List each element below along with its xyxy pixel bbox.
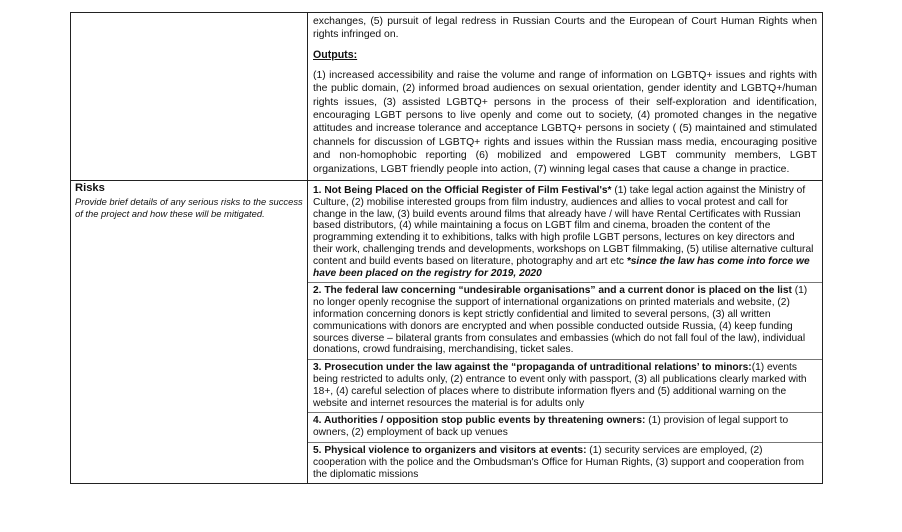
risks-content-cell xyxy=(308,181,823,484)
outputs-heading: Outputs: xyxy=(313,48,358,61)
risks-row xyxy=(71,181,823,484)
risk-body: (1) events being restricted to adults only, (2) entrance to event only with passport, (3) all publications clearly marked with 18+, (4) careful selection of places where to distribute information flyers and (5) additional warning on the website and internet resources the material is for adults only xyxy=(313,362,807,409)
risk-item xyxy=(308,181,822,283)
risk-body: (1) security services are employed, (2) cooperation with the police and the Ombudsman's Office for Human Rights, (3) support and cooperation from the diplomatic missions xyxy=(313,445,805,480)
proposal-table xyxy=(70,12,823,484)
risk-title: 3. Prosecution under the law against the “propaganda of untraditional relations’ to minors: xyxy=(313,362,752,374)
risk-item xyxy=(308,413,822,443)
continuation-text: exchanges, (5) pursuit of legal redress in Russian Courts and the European of Court Human Rights when rights infringed on. xyxy=(313,16,817,41)
risk-body: (1) no longer openly recognise the support of international organizations on printed materials and website, (2) information concerning donors is kept strictly confidential and limited to several persons, (3) all written communications with donors are encrypted and when possible conducted outside Russia, (4) keep funding sources diverse – bilateral grants from consulates and embassies (which do not fall foul of the law), individual donations, crowd fundraising, merchandising, ticket sales. xyxy=(313,285,808,356)
outputs-content-cell xyxy=(308,13,823,181)
risk-body: (1) take legal action against the Ministry of Culture, (2) mobilise interested groups from film industry, audiences and allies to vocal protest and call for change in the law, (3) build events around films that already have / will have Rental Certificates with Russian based distributors, (4) while maintaining a focus on LGBT film and cinema, broaden the content of the programming extending it to exhibitions, talks with high profile LGBT persons, lectures on key directors and their work, challenging trends and developments, workshops on LGBT filmmaking, (5) utilise alternative cultural content and build events based on literature, photography and art etc xyxy=(313,185,814,267)
risk-note: *since the law has come into force we have been placed on the registry for 2019, 2020 xyxy=(313,255,810,279)
risks-heading: Risks xyxy=(75,182,105,195)
risk-title: 5. Physical violence to organizers and visitors at events: xyxy=(313,445,587,456)
risk-title: 2. The federal law concerning “undesirable organisations” and a current donor is placed on the list xyxy=(313,285,792,297)
risk-title: 1. Not Being Placed on the Official Register of Film Festival's* xyxy=(313,185,612,197)
risk-item xyxy=(308,283,822,360)
risk-item xyxy=(308,360,822,413)
outputs-text: (1) increased accessibility and raise the volume and range of information on LGBTQ+ issues and rights with the public domain, (2) informed broad audiences on sexual orientation, gender identity and LGBTQ+/human rights issues, (3) assisted LGBTQ+ persons in the process of their self-exploration and identification, encouraging LGBT persons to live openly and come out to society, (4) promoted changes in the negative attitudes and increase tolerance and acceptance LGBTQ+ persons in society ( (5) maintained and stimulated channels for discussion of LGBTQ+ rights and issues within the Russian mass media, encouraging positive and non-homophobic reporting (6) mobilized and empowered LGBT community members, LGBT organizations, LGBT friendly people into action, (7) winning legal cases that cause a change in practice. xyxy=(313,69,817,175)
risks-description: Provide brief details of any serious risks to the success of the project and how these will be mitigated. xyxy=(75,196,303,220)
risk-body: (1) provision of legal support to owners, (2) employment of back up venues xyxy=(313,415,789,439)
risk-title: 4. Authorities / opposition stop public events by threatening owners: xyxy=(313,415,646,427)
outputs-row xyxy=(71,13,823,181)
risks-label-cell xyxy=(71,181,308,484)
outputs-label-cell xyxy=(71,13,308,181)
risk-item xyxy=(308,443,822,483)
